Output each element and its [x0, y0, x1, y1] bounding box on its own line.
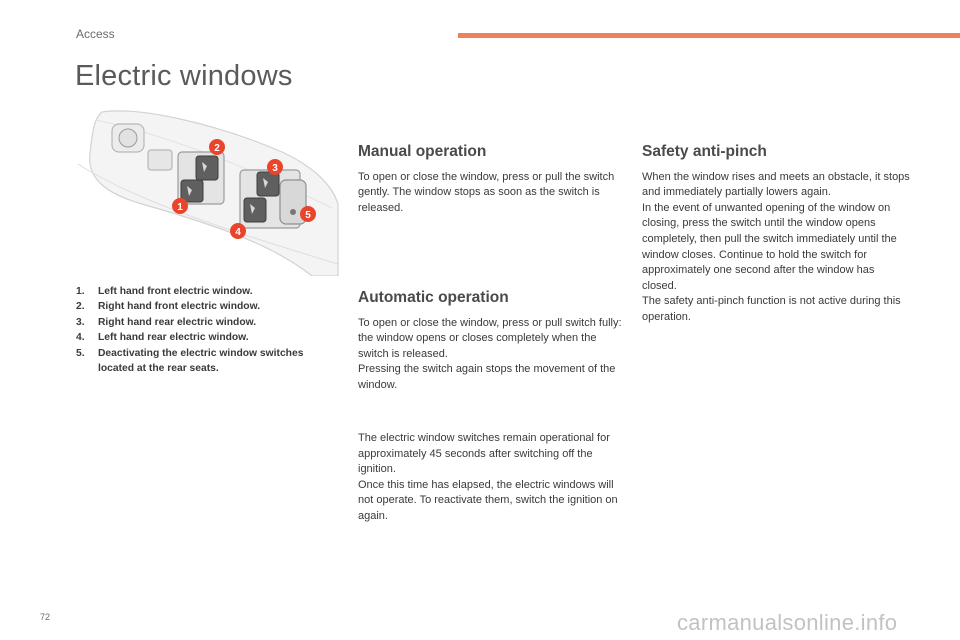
legend-item: 4. Left hand rear electric window.	[76, 332, 249, 344]
switch-right-front	[196, 156, 218, 180]
callout-3-label: 3	[272, 163, 278, 174]
legend-item: 1. Left hand front electric window.	[76, 286, 253, 297]
manual-operation-text: To open or close the window, press or pull the switch gently. The window stops as soon as the switch is released.	[358, 170, 615, 214]
legend-item: 3. Right hand rear electric window.	[76, 316, 257, 328]
switch-left-rear	[244, 198, 266, 222]
section-label: Access	[76, 27, 115, 41]
switch-left-front	[181, 180, 203, 202]
callout-2-label: 2	[214, 143, 220, 154]
manual-operation-heading: Manual operation	[358, 143, 487, 160]
automatic-operation-section	[358, 290, 626, 394]
legend-list	[76, 284, 336, 376]
section-accent-bar	[458, 33, 960, 38]
mirror-selector	[148, 150, 172, 170]
watermark: carmanualsonline.info	[677, 610, 898, 635]
automatic-operation-heading: Automatic operation	[358, 289, 509, 306]
manual-operation-section	[358, 144, 626, 216]
child-lock-symbol	[290, 209, 296, 215]
callout-4-label: 4	[235, 227, 241, 238]
switch-right-rear	[257, 172, 279, 196]
ignition-note-text: The electric window switches remain operational for approximately 45 seconds after switching off the ignition. Once this time has elapsed, the electric windows will not operate. To reactivate them, switch the ignition on again.	[358, 432, 618, 522]
safety-anti-pinch-heading: Safety anti-pinch	[642, 143, 767, 160]
safety-anti-pinch-section	[642, 144, 912, 326]
door-switch-panel-illustration	[72, 104, 340, 276]
automatic-operation-text: To open or close the window, press or pull switch fully: the window opens or closes completely when the switch is released. Pressing the switch again stops the movement of the window.	[358, 316, 622, 391]
legend-item: 5. Deactivating the electric window switches located at the rear seats.	[76, 347, 304, 375]
safety-anti-pinch-text: When the window rises and meets an obstacle, it stops and immediately partially lowers again. In the event of unwanted opening of the window on closing, press the switch until the window opens completely, then pull the switch immediately until the window closes. Continue to hold the switch for approximately one second after the window has closed. The safety anti-pinch function is not active during this operation.	[642, 170, 910, 323]
legend-item: 2. Right hand front electric window.	[76, 301, 261, 313]
callout-5-label: 5	[305, 210, 311, 221]
ignition-note-section	[358, 431, 626, 525]
callout-1-label: 1	[177, 202, 183, 213]
mirror-knob	[119, 129, 137, 147]
page-number: 72	[40, 612, 51, 622]
page-title: Electric windows	[75, 60, 293, 92]
